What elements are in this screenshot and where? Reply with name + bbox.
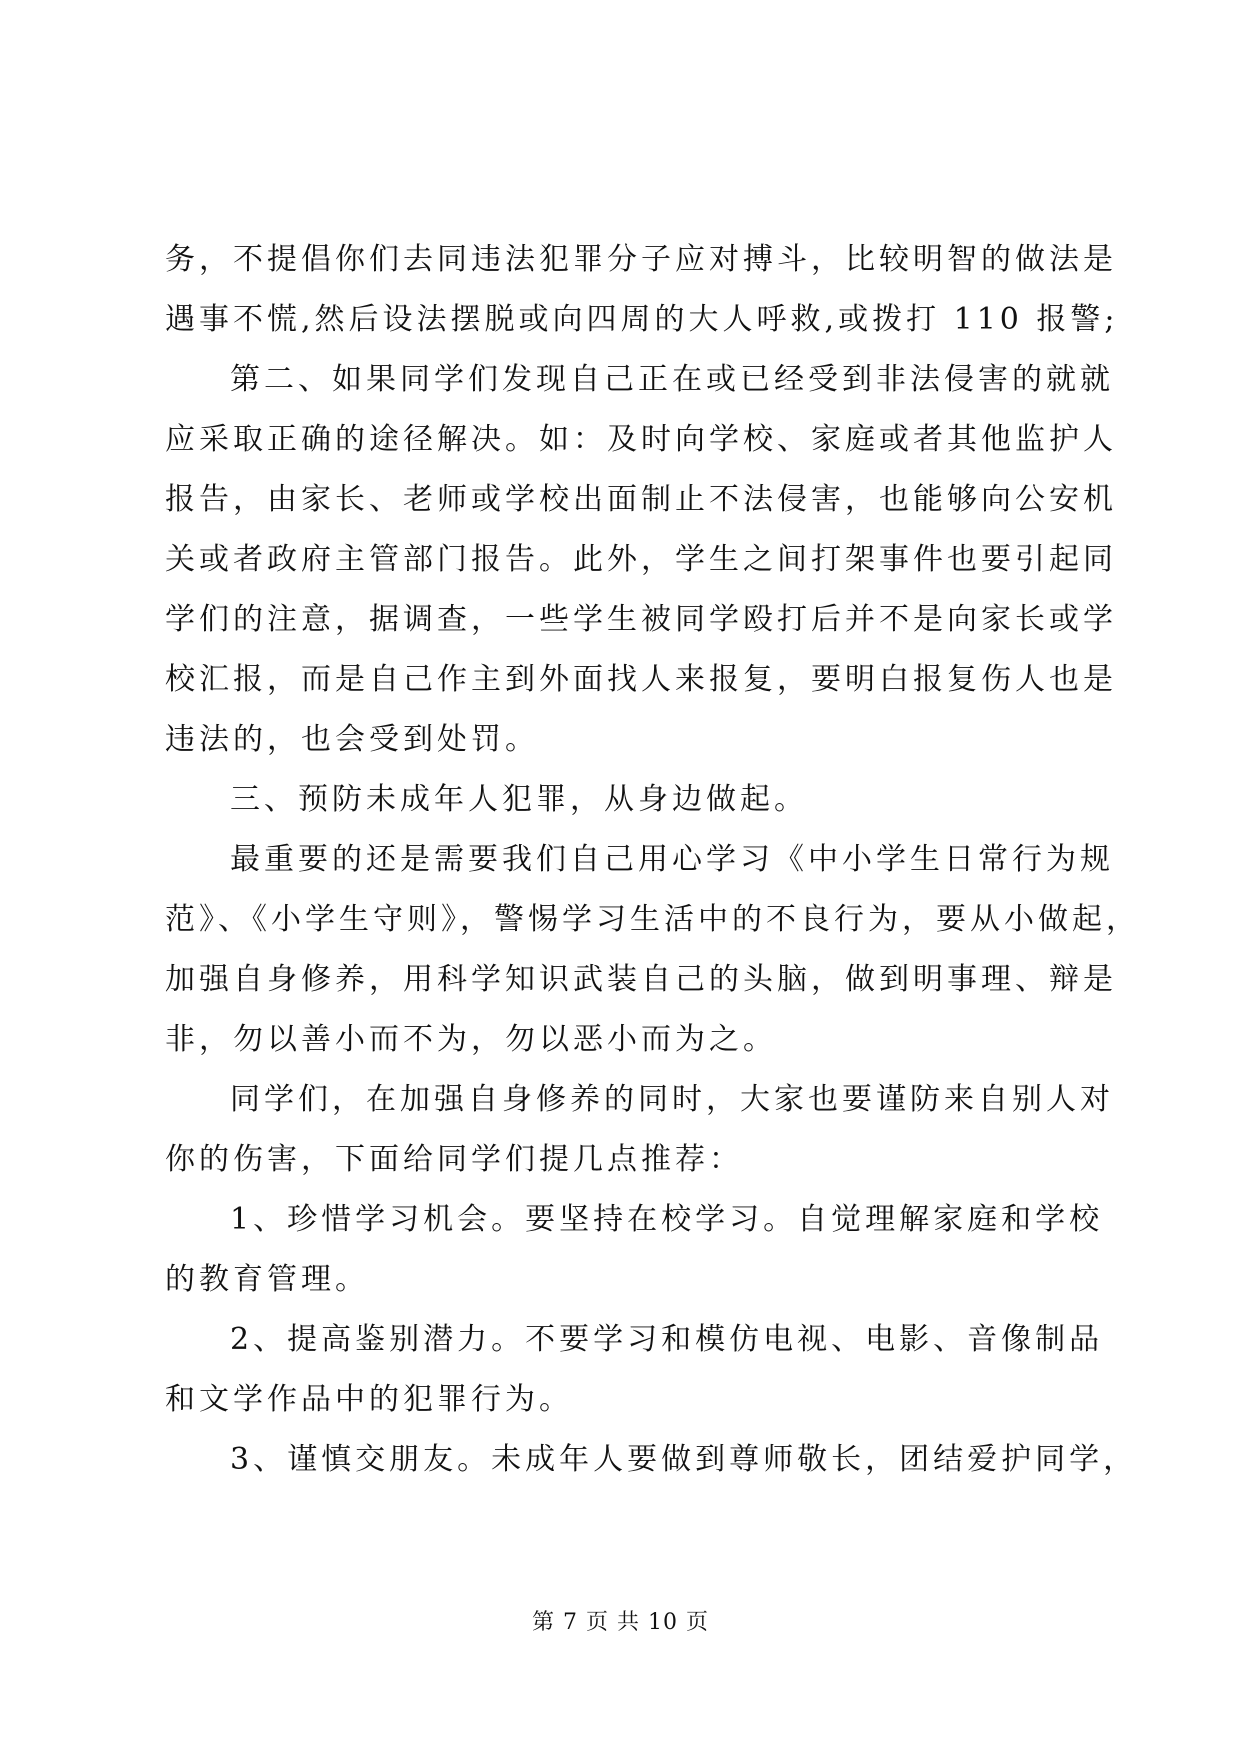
text-line: 你的伤害，下面给同学们提几点推荐：: [165, 1142, 743, 1177]
text-line: 的教育管理。: [165, 1262, 369, 1297]
text-line: 关或者政府主管部门报告。此外，学生之间打架事件也要引起同: [165, 542, 1117, 577]
text-line: 学们的注意，据调查，一些学生被同学殴打后并不是向家长或学: [165, 602, 1117, 637]
text-line: 第二、如果同学们发现自己正在或已经受到非法侵害的就就: [230, 362, 1114, 397]
text-line: 务，不提倡你们去同违法犯罪分子应对搏斗，比较明智的做法是: [165, 242, 1117, 277]
text-line: 3、谨慎交朋友。未成年人要做到尊师敬长，团结爱护同学，: [230, 1442, 1138, 1477]
text-line: 2、提高鉴别潜力。不要学习和模仿电视、电影、音像制品: [230, 1322, 1104, 1357]
text-line: 报告，由家长、老师或学校出面制止不法侵害，也能够向公安机: [165, 482, 1117, 517]
text-line: 应采取正确的途径解决。如：及时向学校、家庭或者其他监护人: [165, 422, 1117, 457]
text-line: 校汇报，而是自己作主到外面找人来报复，要明白报复伤人也是: [165, 662, 1117, 697]
text-line: 加强自身修养，用科学知识武装自己的头脑，做到明事理、辩是: [165, 962, 1117, 997]
text-line: 三、预防未成年人犯罪，从身边做起。: [230, 782, 808, 817]
text-line: 范》、《小学生守则》，警惕学习生活中的不良行为，要从小做起，: [165, 902, 1140, 937]
page-footer: 第 7 页 共 10 页: [532, 1610, 709, 1635]
text-line: 同学们，在加强自身修养的同时，大家也要谨防来自别人对: [230, 1082, 1114, 1117]
text-line: 遇事不慌,然后设法摆脱或向四周的大人呼救,或拨打 110 报警;: [165, 302, 1119, 337]
text-line: 违法的，也会受到处罚。: [165, 722, 539, 757]
text-line: 1、珍惜学习机会。要坚持在校学习。自觉理解家庭和学校: [230, 1202, 1104, 1237]
text-line: 最重要的还是需要我们自己用心学习《中小学生日常行为规: [230, 842, 1114, 877]
text-line: 和文学作品中的犯罪行为。: [165, 1382, 573, 1417]
body-text: [165, 230, 1140, 1490]
text-line: 非，勿以善小而不为，勿以恶小而为之。: [165, 1022, 777, 1057]
